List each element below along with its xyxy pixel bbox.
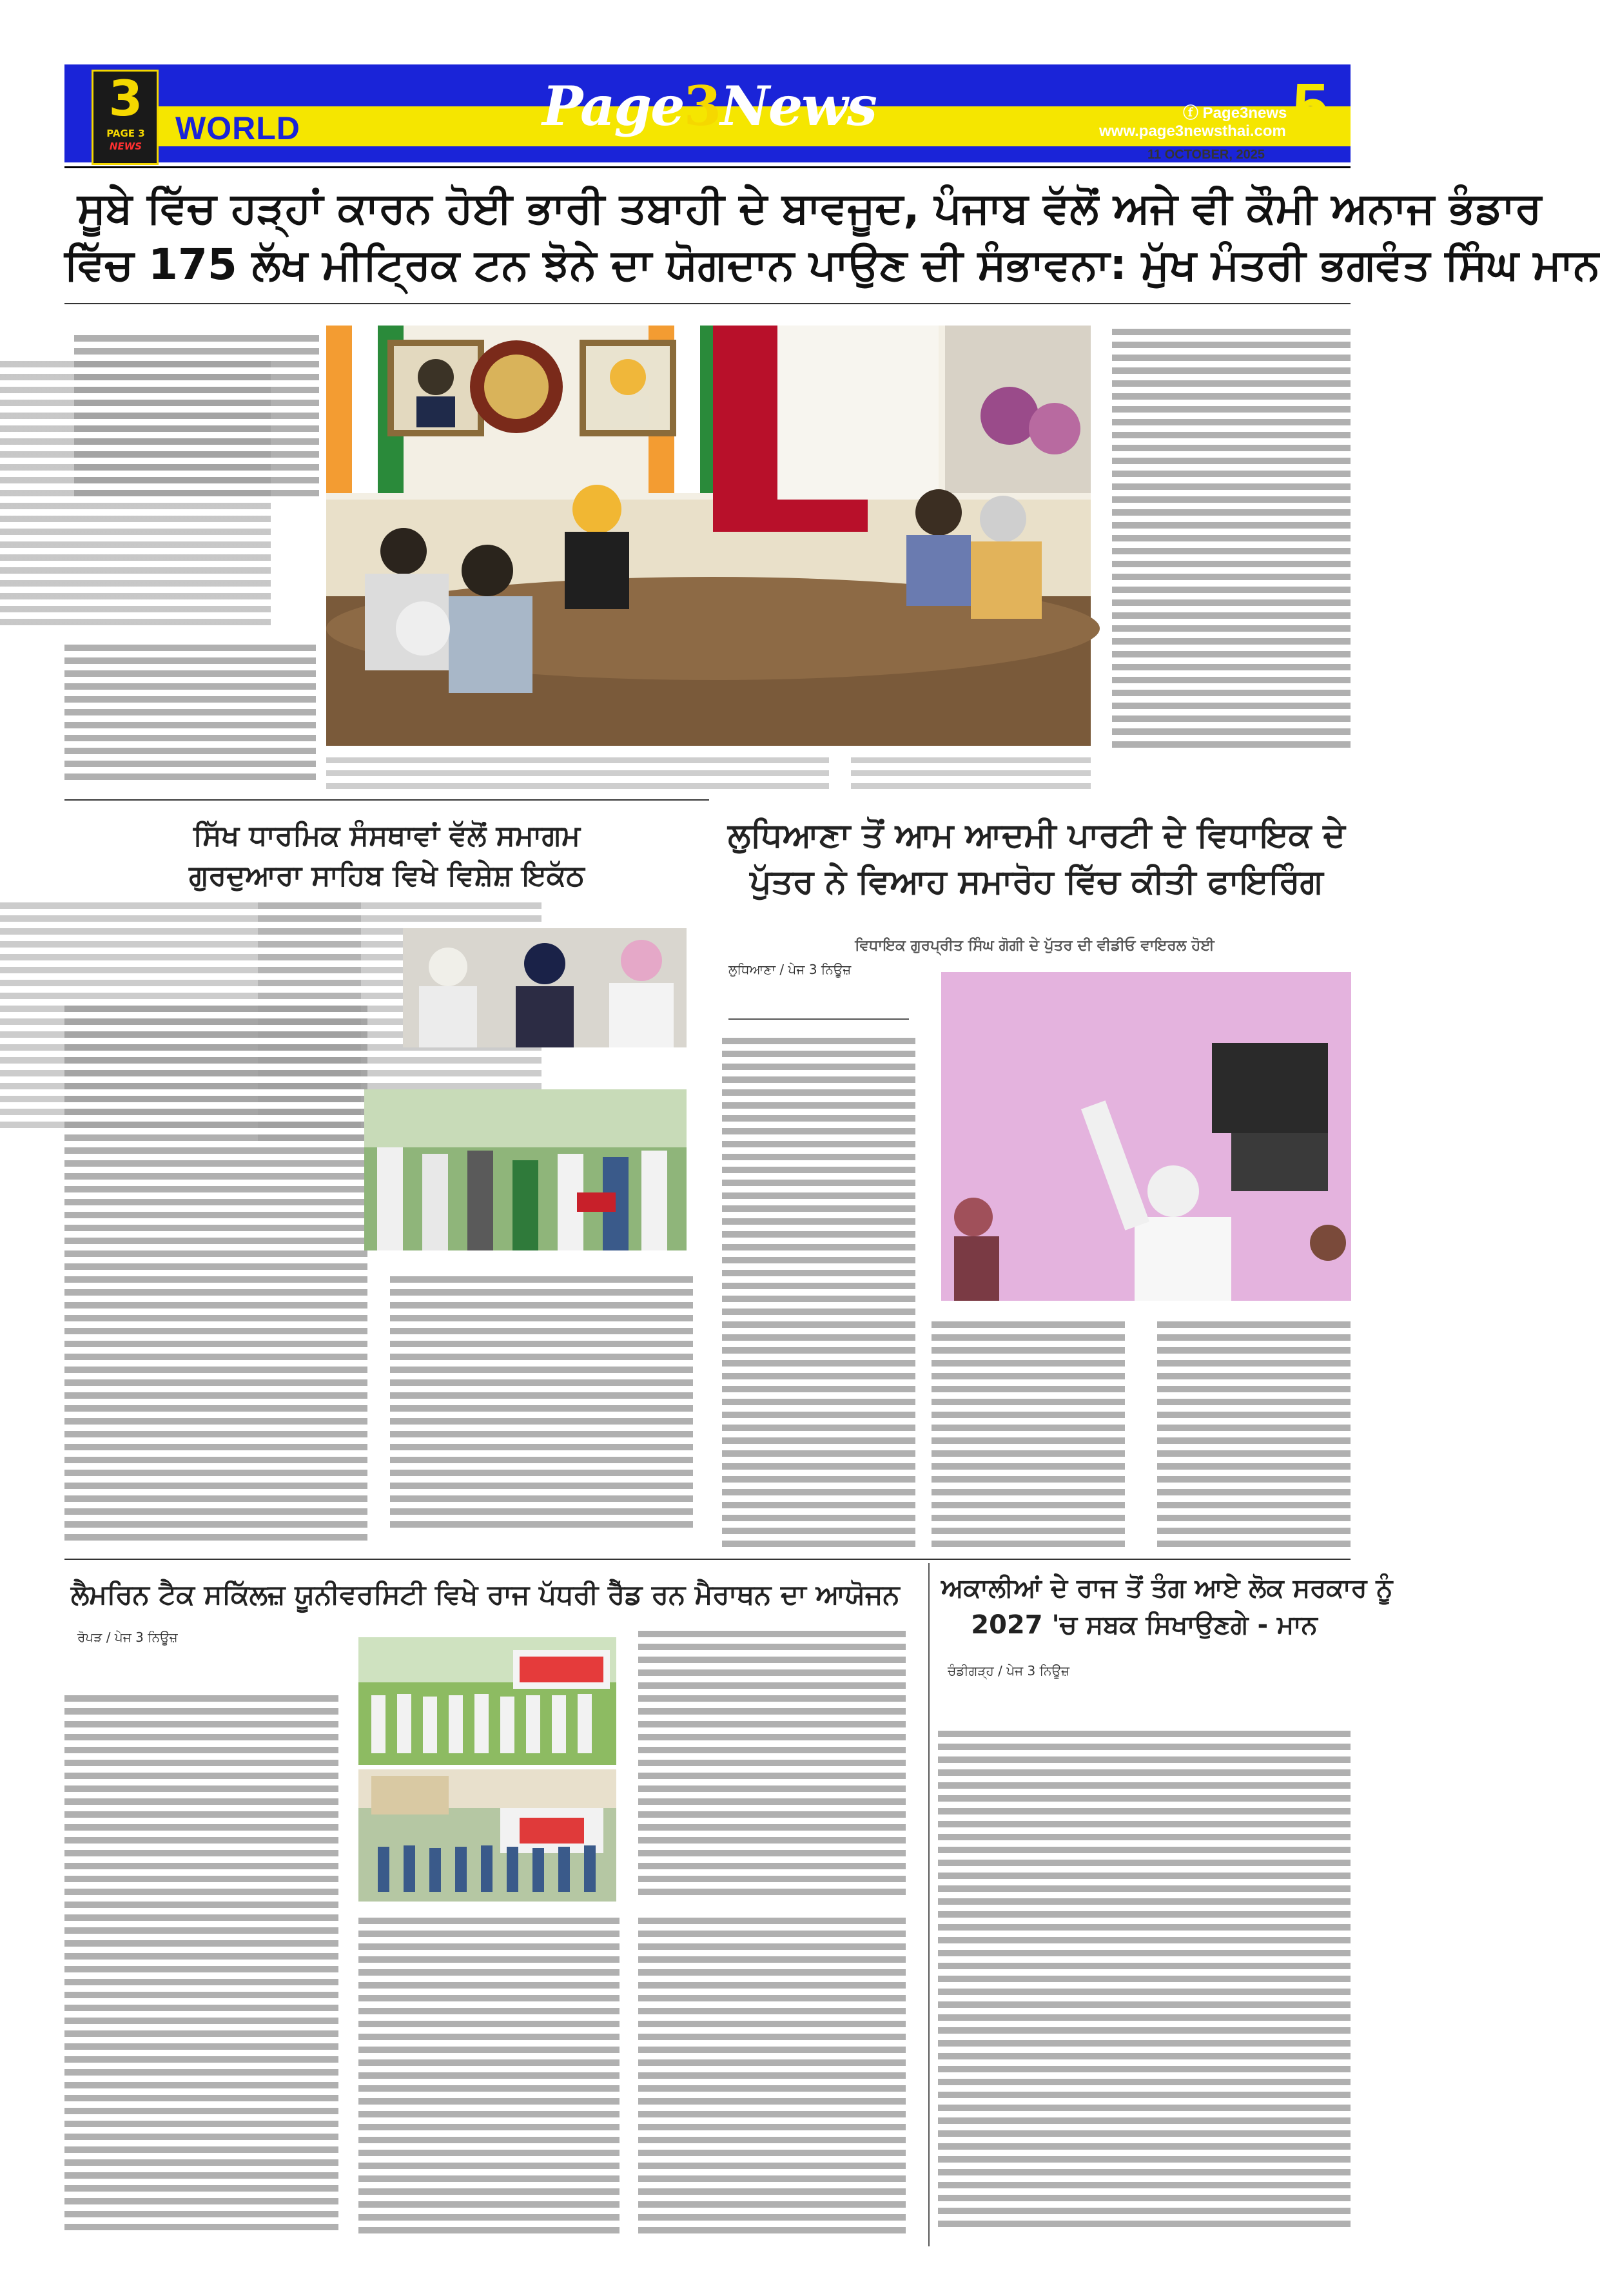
logo-numeral: 3 [108,70,143,127]
story-right-headline-line1[interactable]: ਲੁਧਿਆਣਾ ਤੋਂ ਆਮ ਆਦਮੀ ਪਾਰਟੀ ਦੇ ਵਿਧਾਇਕ ਦੇ [728,816,1345,855]
story-right-subhead: ਵਿਧਾਇਕ ਗੁਰਪ੍ਰੀਤ ਸਿੰਘ ਗੋਗੀ ਦੇ ਪੁੱਤਰ ਦੀ ਵੀਡੀਓ ਵਾਇਰਲ ਹੋਈ [855,937,1215,954]
story-left-text-column-2 [390,1276,693,1528]
divider [728,1018,909,1020]
brand-suffix: News [720,74,876,138]
meeting-photo-icon [326,326,1091,746]
column-divider [928,1563,930,2246]
header-rule [64,166,1351,168]
divider [64,1559,1351,1560]
wedding-firing-photo[interactable] [941,972,1351,1301]
divider [64,799,709,801]
story-right-byline: ਲੁਧਿਆਣਾ / ਪੇਜ 3 ਨਿਊਜ਼ [728,962,852,977]
wedding-firing-photo-icon [941,972,1351,1301]
brand-number: 3 [683,74,721,138]
story-right-headline-line2[interactable]: ਪੁੱਤਰ ਨੇ ਵਿਆਹ ਸਮਾਰੋਹ ਵਿੱਚ ਕੀਤੀ ਫਾਇਰਿੰਗ [750,862,1323,901]
section-label: WORLD [175,110,300,146]
lead-text-column-overlay [0,361,271,632]
facebook-icon: ⓕ [1183,104,1203,122]
story-bottom-right-text-column [938,1731,1351,2233]
page-number: 5 [1293,70,1329,142]
story-right-text-column-2 [932,1321,1125,1547]
social-handle-label: Page3news [1202,104,1287,122]
story-bottom-left-text-column-2 [638,1631,906,1895]
marathon-photo-icon [358,1637,616,1765]
logo-text-news: NEWS [109,141,142,152]
social-handle[interactable] [1183,100,1287,122]
lead-photo-caption [326,757,829,796]
ceremony-photo-icon [364,1089,687,1250]
story-right-text-column [722,1038,915,1553]
story-bottom-left-headline[interactable]: ਲੈਮਰਿਨ ਟੈਕ ਸਕਿੱਲਜ਼ ਯੂਨੀਵਰਸਿਟੀ ਵਿਖੇ ਰਾਜ ਪੱਧਰੀ ਰੈੱਡ ਰਨ ਮੈਰਾਥਨ ਦਾ ਆਯੋਜਨ [71,1579,900,1610]
brand-prefix: Page [542,74,684,138]
marathon-flagoff-photo[interactable] [358,1769,616,1902]
lead-headline-line1[interactable]: ਸੂਬੇ ਵਿੱਚ ਹੜ੍ਹਾਂ ਕਾਰਨ ਹੋਈ ਭਾਰੀ ਤਬਾਹੀ ਦੇ ਬਾਵਜੂਦ, ਪੰਜਾਬ ਵੱਲੋਂ ਅਜੇ ਵੀ ਕੌਮੀ ਅਨਾਜ ਭੰਡਾਰ [77,183,1542,233]
lead-text-column-right [1112,329,1351,754]
story-left-headline-line2[interactable]: ਗੁਰਦੁਆਰਾ ਸਾਹਿਬ ਵਿਖੇ ਵਿਸ਼ੇਸ਼ ਇਕੱਠ [189,859,585,892]
story-bottom-right-byline: ਚੰਡੀਗੜ੍ਹ / ਪੇਜ 3 ਨਿਊਜ਼ [948,1663,1070,1678]
sikh-elders-photo[interactable] [403,928,687,1047]
story-left-headline-line1[interactable]: ਸਿੱਖ ਧਾਰਮਿਕ ਸੰਸਥਾਵਾਂ ਵੱਲੋਂ ਸਮਾਗਮ [193,819,581,852]
logo-text: PAGE 3 [106,128,145,139]
story-bottom-left-byline: ਰੋਪੜ / ਪੇਜ 3 ਨਿਊਜ਼ [77,1630,178,1645]
story-bottom-left-text-column-4 [638,1918,906,2237]
story-bottom-right-headline-line1[interactable]: ਅਕਾਲੀਆਂ ਦੇ ਰਾਜ ਤੋਂ ਤੰਗ ਆਏ ਲੋਕ ਸਰਕਾਰ ਨੂੰ [941,1573,1393,1603]
story-bottom-left-text-column [64,1695,338,2237]
brand-title[interactable] [529,74,890,138]
lead-headline-line2[interactable]: ਵਿੱਚ 175 ਲੱਖ ਮੀਟ੍ਰਿਕ ਟਨ ਝੋਨੇ ਦਾ ਯੋਗਦਾਨ ਪਾਉਣ ਦੀ ਸੰਭਾਵਨਾ: ਮੁੱਖ ਮੰਤਰੀ ਭਗਵੰਤ ਸਿੰਘ ਮਾਨ [64,240,1600,289]
sikh-elders-photo-icon [403,928,687,1047]
story-bottom-right-headline-line2[interactable]: 2027 'ਚ ਸਬਕ ਸਿਖਾਉਣਗੇ - ਮਾਨ [971,1610,1318,1640]
issue-date: 11 OCTOBER, 2025 [1147,148,1265,162]
lead-photo-caption [851,757,1091,796]
marathon-photo[interactable] [358,1637,616,1765]
marathon-flagoff-photo-icon [358,1769,616,1902]
ceremony-photo[interactable] [364,1089,687,1250]
divider [64,303,1351,304]
website-link[interactable]: www.page3newsthai.com [1099,122,1286,140]
story-right-text-column-3 [1157,1321,1351,1547]
lead-text-column [64,645,316,786]
lead-photo[interactable] [326,326,1091,746]
story-bottom-left-text-column-3 [358,1918,620,2237]
